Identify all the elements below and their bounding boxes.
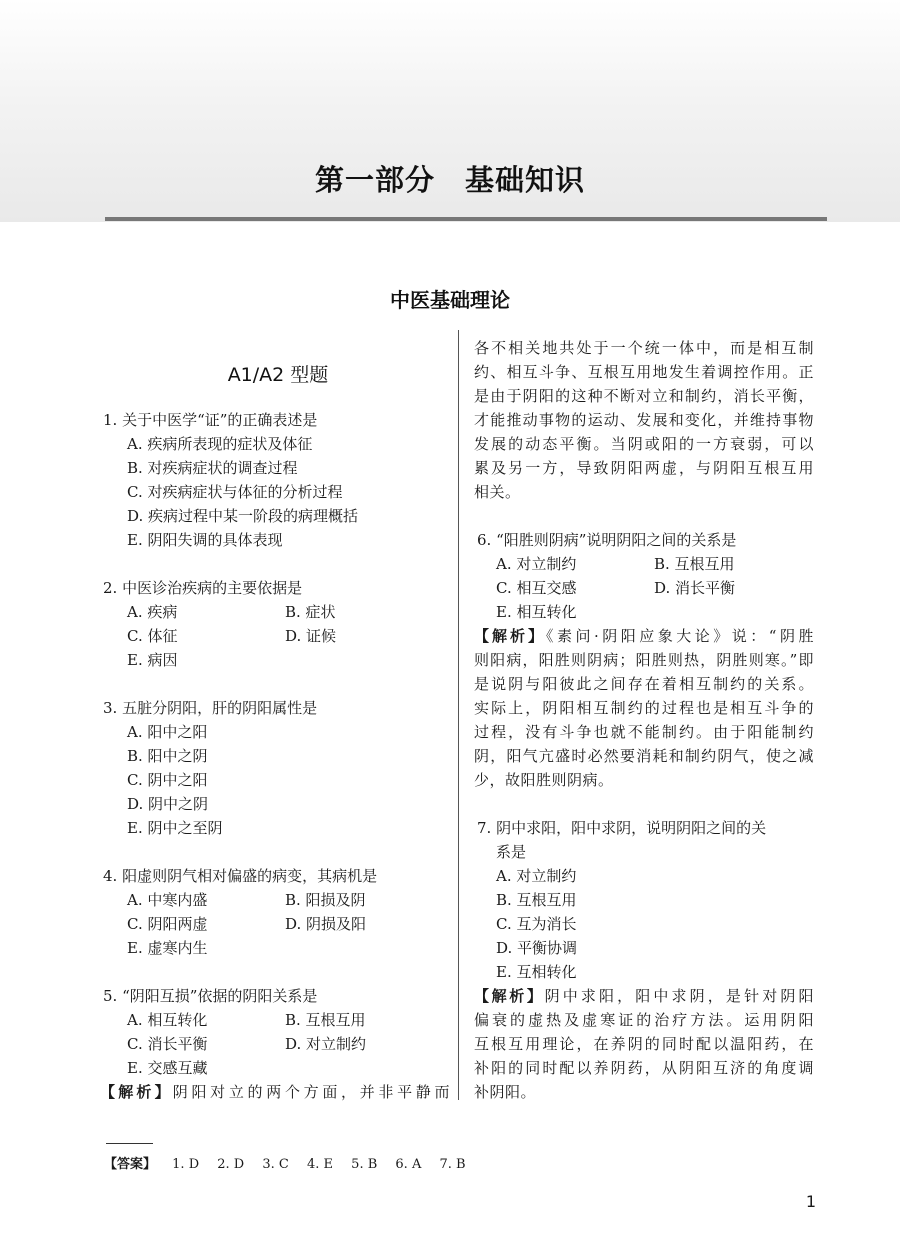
option: D. 疾病过程中某一阶段的病理概括	[127, 507, 359, 525]
option: A. 对立制约	[496, 555, 577, 573]
option: B. 互根互用	[285, 1011, 366, 1029]
answer-item: 1. D	[172, 1157, 200, 1172]
option: E. 互相转化	[496, 963, 577, 981]
question-type-heading: A1/A2 型题	[227, 364, 329, 386]
option: D. 消长平衡	[654, 579, 736, 597]
option: C. 体征	[127, 627, 178, 645]
analysis-line: 则阳病，阳胜则阴病；阳胜则热，阴胜则寒。”即	[474, 651, 814, 669]
part-title-rule	[105, 217, 827, 221]
answer-item: 7. B	[439, 1157, 466, 1172]
option: C. 相互交感	[496, 579, 577, 597]
analysis-label: 【解析】	[474, 627, 547, 645]
part-title: 第一部分 基础知识	[314, 163, 585, 197]
option: B. 阳中之阴	[127, 747, 208, 765]
analysis-line: 是说阴与阳彼此之间存在着相互制约的关系。	[474, 675, 814, 693]
analysis-line: 【解析】《素问·阴阳应象大论》说：“阴胜	[474, 627, 814, 645]
analysis-line: 【解析】阴中求阳，阳中求阴，是针对阴阳	[474, 987, 814, 1005]
analysis-line: 阴，阳气亢盛时必然要消耗和制约阴气，使之减	[474, 747, 814, 765]
option: E. 交感互藏	[127, 1059, 208, 1077]
option: A. 中寒内盛	[127, 891, 208, 909]
question-7-stem: 7. 阴中求阳，阳中求阴，说明阴阳之间的关	[477, 819, 767, 837]
analysis-line: 实际上，阴阳相互制约的过程也是相互斗争的	[474, 699, 814, 717]
option: A. 对立制约	[496, 867, 577, 885]
analysis-line: 发展的动态平衡。当阴或阳的一方衰弱，可以	[474, 435, 814, 453]
analysis-line: 累及另一方，导致阴阳两虚，与阴阳互根互用	[474, 459, 814, 477]
question-3-stem: 3. 五脏分阴阳，肝的阴阳属性是	[103, 699, 318, 717]
answer-key	[104, 1153, 480, 1172]
option: D. 平衡协调	[496, 939, 578, 957]
option: A. 阳中之阳	[127, 723, 208, 741]
analysis-line: 补阳的同时配以养阴药，从阴阳互济的角度调	[474, 1059, 814, 1077]
option: B. 互根互用	[654, 555, 735, 573]
option: E. 相互转化	[496, 603, 577, 621]
option: B. 互根互用	[496, 891, 577, 909]
answer-item: 6. A	[395, 1157, 422, 1172]
analysis-line: 各不相关地共处于一个统一体中，而是相互制	[474, 339, 814, 357]
option: A. 相互转化	[127, 1011, 208, 1029]
footnote-rule	[106, 1143, 153, 1144]
right-column	[474, 336, 814, 1104]
option: D. 阴中之阴	[127, 795, 209, 813]
option: D. 阴损及阳	[285, 915, 367, 933]
option: E. 阴中之至阴	[127, 819, 223, 837]
analysis-line: 少，故阳胜则阴病。	[474, 771, 614, 789]
analysis-line: 过程，没有斗争也就不能制约。由于阳能制约	[474, 723, 814, 741]
analysis-line: 约、相互斗争、互根互用地发生着调控作用。正	[474, 363, 814, 381]
option: B. 对疾病症状的调查过程	[127, 459, 298, 477]
option: B. 阳损及阴	[285, 891, 366, 909]
answer-item: 2. D	[217, 1157, 245, 1172]
left-column	[100, 408, 450, 1104]
analysis-label: 【解析】	[100, 1083, 173, 1101]
option: C. 互为消长	[496, 915, 577, 933]
answer-key-label: 【答案】	[104, 1157, 157, 1172]
option: D. 证候	[285, 627, 337, 645]
option: E. 虚寒内生	[127, 939, 208, 957]
analysis-label: 【解析】	[474, 987, 545, 1005]
option: B. 症状	[285, 603, 336, 621]
analysis-line: 偏衰的虚热及虚寒证的治疗方法。运用阴阳	[474, 1011, 814, 1029]
question-7-stem-cont: 系是	[496, 843, 527, 861]
option: C. 阴阳两虚	[127, 915, 208, 933]
option: C. 消长平衡	[127, 1035, 208, 1053]
analysis-line: 补阴阳。	[474, 1083, 537, 1101]
option: C. 阴中之阳	[127, 771, 208, 789]
column-divider	[458, 330, 459, 1100]
question-4-stem: 4. 阳虚则阴气相对偏盛的病变，其病机是	[103, 867, 378, 885]
analysis-line: 是由于阴阳的这种不断对立和制约，消长平衡，	[474, 387, 814, 405]
option: D. 对立制约	[285, 1035, 367, 1053]
answer-item: 5. B	[351, 1157, 378, 1172]
question-5-stem: 5. “阴阳互损”依据的阴阳关系是	[103, 987, 318, 1005]
option: A. 疾病所表现的症状及体征	[127, 435, 313, 453]
answer-item: 3. C	[262, 1157, 289, 1172]
section-title: 中医基础理论	[390, 288, 510, 312]
option: A. 疾病	[127, 603, 178, 621]
answer-item: 4. E	[307, 1157, 334, 1172]
option: C. 对疾病症状与体征的分析过程	[127, 483, 343, 501]
analysis-line: 才能推动事物的运动、发展和变化，并维持事物	[474, 411, 814, 429]
analysis-line: 相关。	[474, 483, 521, 501]
page-number: 1	[805, 1192, 816, 1211]
question-1-stem: 1. 关于中医学“证”的正确表述是	[103, 411, 318, 429]
option: E. 阴阳失调的具体表现	[127, 531, 283, 549]
option: E. 病因	[127, 651, 178, 669]
question-6-stem: 6. “阳胜则阴病”说明阴阳之间的关系是	[477, 531, 737, 549]
question-2-stem: 2. 中医诊治疾病的主要依据是	[103, 579, 303, 597]
analysis-line: 互根互用理论，在养阴的同时配以温阳药，在	[474, 1035, 814, 1053]
analysis-line: 【解析】阴阳对立的两个方面，并非平静而	[100, 1083, 450, 1101]
